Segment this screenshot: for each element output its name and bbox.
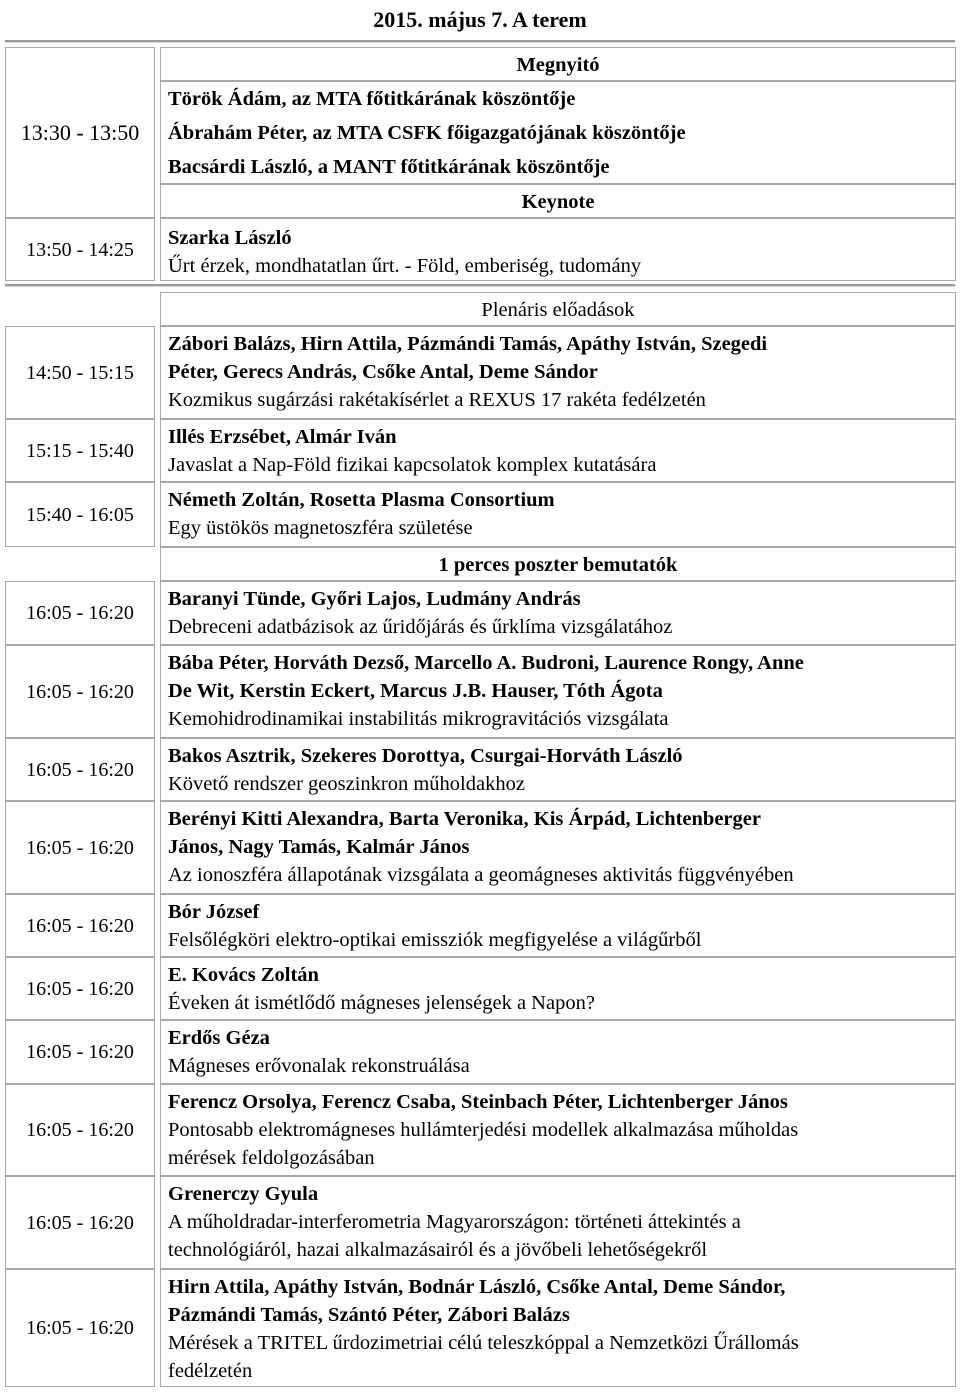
talk-title: Mágneses erővonalak rekonstruálása (168, 1055, 470, 1077)
table-top-rule (5, 40, 955, 43)
time-slot: 16:05 - 16:20 (5, 1020, 155, 1084)
author-line: Grenerczy Gyula (168, 1183, 319, 1205)
time-slot: 16:05 - 16:20 (5, 738, 155, 801)
talk-title: mérések feldolgozásában (168, 1147, 375, 1169)
time-slot: 16:05 - 16:20 (5, 1176, 155, 1269)
section-header-plenary: Plenáris előadások (160, 292, 956, 326)
author-line: János, Nagy Tamás, Kalmár János (168, 836, 470, 858)
time-slot: 16:05 - 16:20 (5, 1084, 155, 1176)
section-header-keynote: Keynote (160, 184, 956, 218)
author-line: De Wit, Kerstin Eckert, Marcus J.B. Hauser, Tóth Ágota (168, 680, 663, 702)
table-separator-rule (5, 284, 955, 287)
time-slot: 16:05 - 16:20 (5, 645, 155, 738)
talk-entry (160, 738, 956, 801)
talk-title: Kemohidrodinamikai instabilitás mikrogravitációs vizsgálata (168, 708, 669, 730)
talk-title: Javaslat a Nap-Föld fizikai kapcsolatok komplex kutatására (168, 454, 657, 476)
time-slot: 13:30 - 13:50 (5, 47, 155, 218)
talk-entry (160, 482, 956, 547)
talk-title: fedélzetén (168, 1360, 253, 1382)
time-slot: 15:40 - 16:05 (5, 482, 155, 547)
section-header-opening: Megnyitó (160, 47, 956, 81)
author-line: Hirn Attila, Apáthy István, Bodnár László, Csőke Antal, Deme Sándor, (168, 1276, 786, 1298)
author-line: Szarka László (168, 227, 292, 249)
talk-entry (160, 1176, 956, 1269)
talk-title: Kozmikus sugárzási rakétakísérlet a REXUS 17 rakéta fedélzetén (168, 389, 706, 411)
speaker-line: Török Ádám, az MTA főtitkárának köszöntője (168, 88, 576, 110)
author-line: Baranyi Tünde, Győri Lajos, Ludmány András (168, 588, 581, 610)
talk-entry (160, 957, 956, 1020)
talk-entry (160, 1020, 956, 1084)
speaker-line: Bacsárdi László, a MANT főtitkárának köszöntője (168, 156, 610, 178)
talk-entry (160, 1269, 956, 1387)
talk-entry (160, 419, 956, 482)
talk-title: Mérések a TRITEL űrdozimetriai célú teleszkóppal a Nemzetközi Űrállomás (168, 1332, 799, 1354)
talk-entry (160, 326, 956, 419)
speaker-line: Ábrahám Péter, az MTA CSFK főigazgatójának köszöntője (168, 122, 686, 144)
talk-entry (160, 801, 956, 894)
author-line: Németh Zoltán, Rosetta Plasma Consortium (168, 489, 555, 511)
author-line: Péter, Gerecs András, Csőke Antal, Deme Sándor (168, 361, 598, 383)
time-slot: 16:05 - 16:20 (5, 1269, 155, 1387)
author-line: Illés Erzsébet, Almár Iván (168, 426, 397, 448)
talk-title: Felsőlégköri elektro-optikai emissziók megfigyelése a világűrből (168, 929, 702, 951)
time-slot: 16:05 - 16:20 (5, 957, 155, 1020)
author-line: Erdős Géza (168, 1027, 270, 1049)
page-title: 2015. május 7. A terem (373, 7, 587, 32)
talk-title: Éveken át ismétlődő mágneses jelenségek a Napon? (168, 992, 595, 1014)
author-line: Bakos Asztrik, Szekeres Dorottya, Csurgai-Horváth László (168, 745, 683, 767)
author-line: Pázmándi Tamás, Szántó Péter, Zábori Balázs (168, 1304, 570, 1326)
keynote-talk (160, 218, 956, 281)
talk-title: Űrt érzek, mondhatatlan űrt. - Föld, emberiség, tudomány (168, 255, 642, 277)
talk-title: Pontosabb elektromágneses hullámterjedési modellek alkalmazása műholdas (168, 1119, 799, 1141)
time-slot: 16:05 - 16:20 (5, 581, 155, 645)
time-slot: 16:05 - 16:20 (5, 894, 155, 957)
author-line: Ferencz Orsolya, Ferencz Csaba, Steinbach Péter, Lichtenberger János (168, 1091, 788, 1113)
time-slot: 16:05 - 16:20 (5, 801, 155, 894)
time-slot: 13:50 - 14:25 (5, 218, 155, 281)
talk-title: Az ionoszféra állapotának vizsgálata a geomágneses aktivitás függvényében (168, 864, 794, 886)
opening-speakers (160, 81, 956, 184)
author-line: Zábori Balázs, Hirn Attila, Pázmándi Tamás, Apáthy István, Szegedi (168, 333, 768, 355)
talk-title: Követő rendszer geoszinkron műholdakhoz (168, 773, 525, 795)
talk-title: Egy üstökös magnetoszféra születése (168, 517, 473, 539)
talk-title: A műholdradar-interferometria Magyarországon: történeti áttekintés a (168, 1211, 741, 1233)
author-line: Bába Péter, Horváth Dezső, Marcello A. Budroni, Laurence Rongy, Anne (168, 652, 804, 674)
author-line: E. Kovács Zoltán (168, 964, 319, 986)
section-header-posters: 1 perces poszter bemutatók (160, 547, 956, 581)
talk-title: Debreceni adatbázisok az űridőjárás és űrklíma vizsgálatához (168, 616, 673, 638)
author-line: Bór József (168, 901, 260, 923)
talk-title: technológiáról, hazai alkalmazásairól és a jövőbeli lehetőségekről (168, 1239, 708, 1261)
talk-entry (160, 645, 956, 738)
talk-entry (160, 894, 956, 957)
author-line: Berényi Kitti Alexandra, Barta Veronika, Kis Árpád, Lichtenberger (168, 808, 761, 830)
time-slot: 15:15 - 15:40 (5, 419, 155, 482)
talk-entry (160, 1084, 956, 1176)
talk-entry (160, 581, 956, 645)
time-slot: 14:50 - 15:15 (5, 326, 155, 419)
